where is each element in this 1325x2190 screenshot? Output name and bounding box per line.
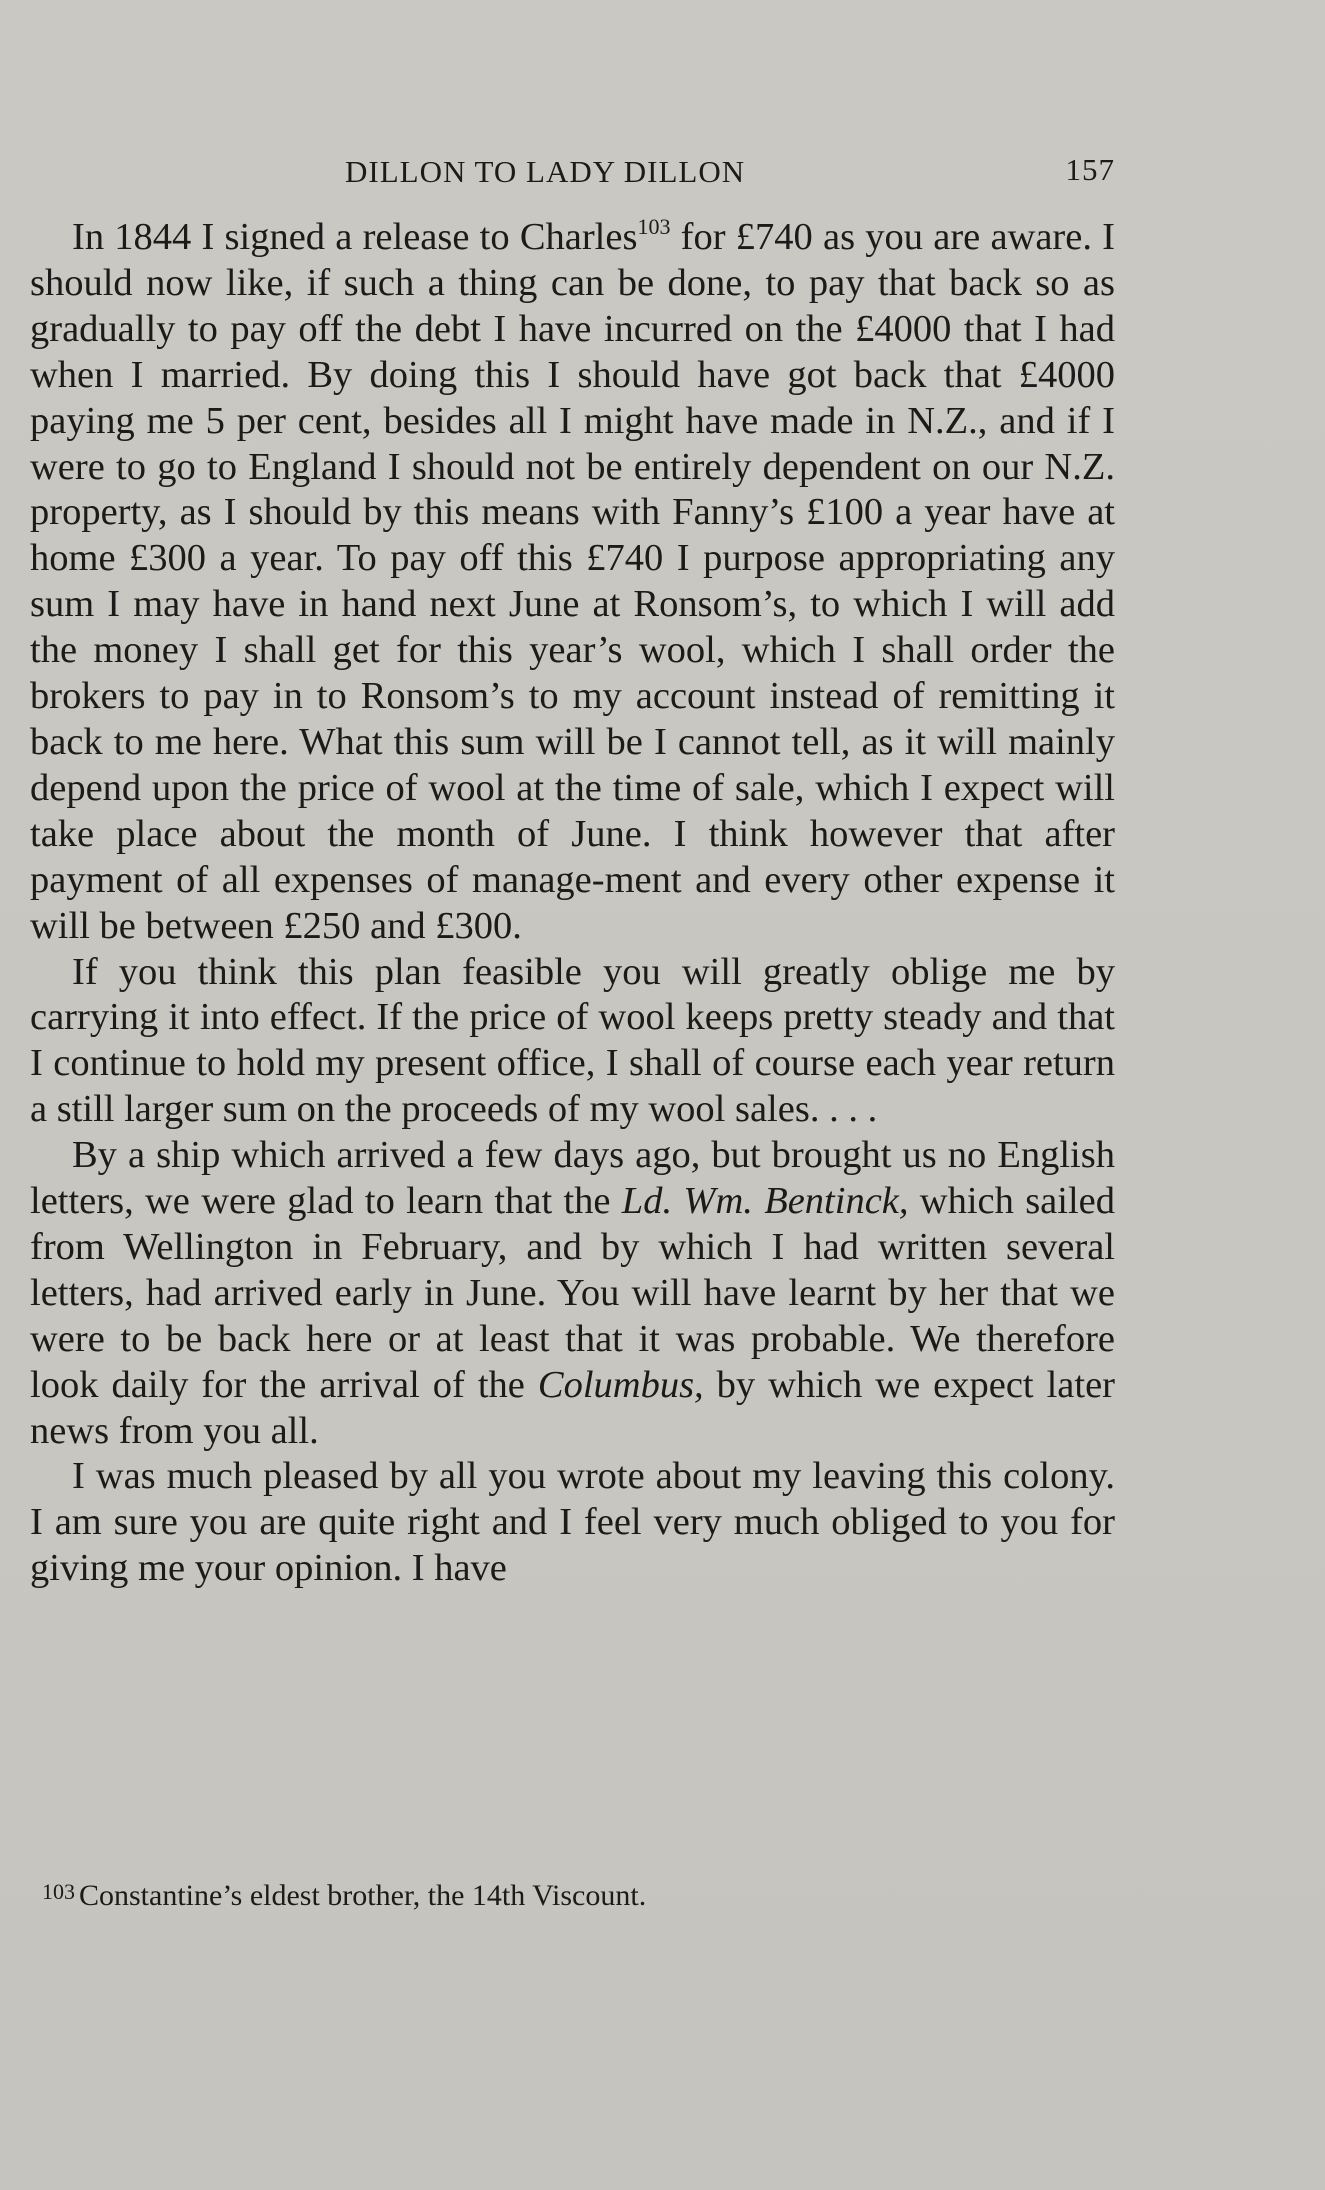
paragraph-2: If you think this plan feasible you will greatly oblige me by carrying it into effect. If the price of wool keeps pretty steady and that I continue to hold my present office, I shall of course each year return a still larger sum on the proceeds of my wool sales. . . . (30, 950, 1115, 1131)
footnote-reference: 103 (637, 214, 671, 239)
page-number: 157 (1065, 152, 1115, 187)
paragraph-3-text-c: by which we expect later news from you all. (30, 1363, 1115, 1452)
paragraph-1 (30, 215, 1115, 950)
footnote (42, 1873, 1112, 1915)
paragraph-3-text-a: By a ship which arrived a few days ago, but brought us no English letters, we were glad to learn that the (30, 1134, 1115, 1223)
letter-body (30, 215, 1115, 1592)
ship-name-columbus: Columbus, (537, 1363, 704, 1406)
paragraph-1-text-b: for £740 as you are aware. I should now like, if such a thing can be done, to pay that back so as gradually to pay off the debt I have incurred on the £4000 that I had when I married. By doing this I should have got back that £4000 paying me 5 per cent, besides all I might have made in N.Z., and if I were to go to England I should not be entirely dependent on our N.Z. property, as I should by this means with Fanny’s £100 a year have at home £300 a year. To pay off this £740 I purpose appropriating any sum I may have in hand next June at Ronsom’s, to which I will add the money I shall get for this year’s wool, which I shall order the brokers to pay in to Ronsom’s to my account instead of remitting it back to me here. What this sum will be I cannot tell, as it will mainly depend upon the price of wool at the time of sale, which I expect will take place about the month of June. I think however that after payment of all expenses of manage-ment and every other expense it will be between £250 and £300. (30, 216, 1116, 947)
footnote-text: Constantine’s eldest brother, the 14th Viscount. (79, 1879, 647, 1912)
running-header (30, 150, 1115, 194)
paragraph-3-text-b: which sailed from Wellington in February, and by which I had written several letters, had arrived early in June. You will have learnt by her that we were to be back here or at least that it was probable. We therefore look daily for the arrival of the (30, 1180, 1116, 1406)
footnote-mark: 103 (42, 1879, 75, 1904)
ship-name-bentinck: Ld. Wm. Bentinck, (621, 1180, 909, 1223)
paragraph-1-text-a: In 1844 I signed a release to Charles (72, 216, 638, 258)
paragraph-4: I was much pleased by all you wrote about my leaving this colony. I am sure you are quite right and I feel very much obliged to you for giving me your opinion. I have (30, 1455, 1115, 1590)
paragraph-3 (30, 1133, 1115, 1454)
running-title: DILLON TO LADY DILLON (345, 154, 746, 189)
